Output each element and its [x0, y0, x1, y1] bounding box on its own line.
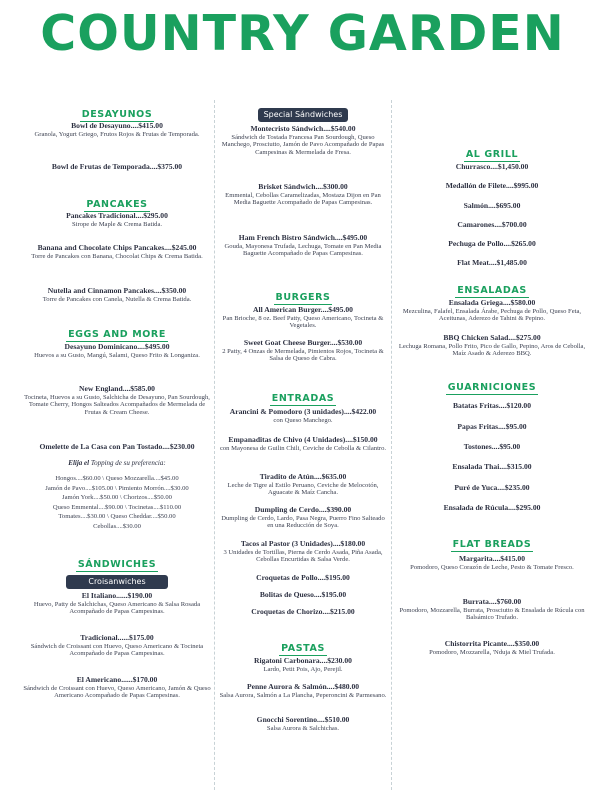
menu-item [218, 573, 388, 583]
section-pastas [218, 638, 388, 656]
menu-item [218, 656, 388, 673]
menu-item [22, 211, 212, 228]
item-description: Granola, Yogurt Griego, Frutos Rojos & Frutas de Temporada. [34, 130, 200, 138]
menu-item [396, 258, 588, 268]
item-name: BBQ Chicken Salad....$275.00 [443, 333, 541, 342]
item-name: Penne Aurora & Salmón....$480.00 [246, 682, 360, 691]
section-header: EGGS AND MORE [68, 329, 166, 340]
section-header: GUARNICIONES [447, 382, 537, 393]
topping-line: Cebollas....$30.00 [93, 522, 141, 530]
section-header: FLAT BREADS [452, 539, 532, 550]
item-description: con Queso Manchego. [273, 416, 333, 424]
item-name: Rigatoni Carbonara....$230.00 [254, 656, 352, 665]
section-header: DESAYUNOS [81, 109, 153, 120]
item-name: Medallón de Filete....$995.00 [445, 181, 539, 190]
menu-item [218, 472, 388, 497]
menu-item [396, 201, 588, 211]
menu-item [22, 162, 212, 172]
section-eggs-and-more [22, 324, 212, 342]
item-description: 2 Patty, 4 Onzas de Mermelada, Pimientos Rojos, Tocineta & Salsa de Queso de Cabra. [222, 347, 384, 363]
item-name: Dumpling de Cerdo....$390.00 [254, 505, 352, 514]
topping-line: Tomates....$30.00 \ Queso Cheddar....$50.00 [58, 513, 176, 521]
menu-item [218, 682, 388, 699]
section-sandwiches [22, 554, 212, 572]
item-name: Brisket Sándwich....$300.00 [258, 182, 348, 191]
menu-item [22, 243, 212, 260]
menu-item [396, 554, 588, 571]
item-description: Huevos a su Gusto, Mangú, Salami, Queso Frito & Longaniza. [34, 351, 200, 359]
section-burgers [218, 287, 388, 305]
item-name: All American Burger....$495.00 [253, 305, 353, 314]
item-name: Camarones....$700.00 [457, 220, 527, 229]
section-desayunos [22, 104, 212, 122]
menu-item [22, 675, 212, 700]
menu-item [396, 503, 588, 513]
menu-item [218, 539, 388, 564]
item-name: Montecristo Sándwich....$540.00 [250, 124, 356, 133]
item-description: Pan Brioche, 8 oz. Beef Patty, Queso Americano, Tocineta & Vegetales. [222, 314, 384, 330]
item-name: Salmón....$695.00 [463, 201, 521, 210]
item-name: Croquetas de Chorizo....$215.00 [251, 607, 355, 616]
section-header: ENSALADAS [457, 285, 527, 296]
section-header: AL GRILL [465, 149, 519, 160]
menu-item [218, 305, 388, 330]
item-name: Croquetas de Pollo....$195.00 [256, 573, 350, 582]
item-name: Arancini & Pomodoro (3 unidades)....$422.00 [229, 407, 377, 416]
subsection-special-sandwiches [218, 104, 388, 122]
menu-item [396, 239, 588, 249]
item-name: Sweet Goat Cheese Burger....$530.00 [243, 338, 363, 347]
item-description: Tocineta, Huevos a su Gusto, Salchicha de Desayuno, Pan Sourdough, Tomate Cherry, Hongos Salteados Acompañados de Mermelada de Frutas & Cream Cheese. [24, 393, 210, 416]
section-al-grill [396, 144, 588, 162]
item-description: Lardo, Petit Pois, Ajo, Perejil. [263, 665, 343, 673]
item-name: Papas Fritas....$95.00 [457, 422, 527, 431]
section-pancakes [22, 194, 212, 212]
item-name: Bolitas de Queso....$195.00 [259, 590, 347, 599]
topping-list [22, 474, 212, 532]
item-description: con Mayonesa de Guilin Chili, Ceviche de Cebolla & Cilantro. [219, 444, 387, 452]
item-description: Torre de Pancakes con Banana, Chocolat Chips & Crema Batida. [31, 252, 203, 260]
menu-item [396, 298, 588, 323]
section-flat-breads [396, 534, 588, 552]
subsection-croisanwiches [22, 571, 212, 589]
item-description: 3 Unidades de Tortillas, Pierna de Cerdo Asada, Piña Asada, Cebollas Encurtidas & Salsa Verde. [223, 548, 383, 564]
item-description: Sándwich de Croissant con Huevo, Queso Americano, Jamón & Queso Americano Acompañado de Papas Campesinas. [23, 684, 211, 700]
topping-line: Hongos....$60.00 \ Queso Mozzarella....$45.00 [55, 475, 179, 482]
item-description: Pomodoro, Queso Corazón de Leche, Pesto & Tomate Fresco. [410, 563, 574, 571]
item-name: Tostones....$95.00 [463, 442, 521, 451]
menu-item [396, 462, 588, 472]
menu-item [22, 342, 212, 359]
item-name: Ham French Bistro Sándwich....$495.00 [238, 233, 368, 242]
item-name: Batatas Fritas....$120.00 [452, 401, 532, 410]
item-name: Ensalada Griega....$580.00 [448, 298, 536, 307]
subsection-header: Special Sándwiches [258, 108, 349, 122]
menu-item [396, 162, 588, 172]
item-name: El Italiano......$190.00 [81, 591, 153, 600]
item-name: Puré de Yuca....$235.00 [454, 483, 530, 492]
menu-item [396, 181, 588, 191]
item-name: Ensalada de Rúcula....$295.00 [443, 503, 541, 512]
menu-item [218, 124, 388, 156]
item-name: Banana and Chocolate Chips Pancakes....$245.00 [37, 243, 197, 252]
item-name: Empanaditas de Chivo (4 Unidades)....$150.00 [228, 435, 378, 444]
item-description: Gouda, Mayonesa Trufada, Lechuga, Tomate en Pan Media Baguette Acompañado de Papas Campesinas. [224, 242, 382, 258]
item-description: Emmental, Cebollas Caramelizadas, Mostaza Dijon en Pan Media Baguette Acompañado de Papas Campesinas. [225, 191, 381, 207]
menu-item [22, 442, 212, 452]
section-header: BURGERS [275, 292, 331, 303]
item-name: El Americano......$170.00 [76, 675, 158, 684]
menu-item [396, 639, 588, 656]
section-guarniciones [396, 377, 588, 395]
item-description: Sándwich de Croissant con Huevo, Queso Americano & Tocineta Acompañado de Papas Campesinas. [30, 642, 204, 658]
menu-item [22, 384, 212, 416]
item-name: Ensalada Thai....$315.00 [452, 462, 532, 471]
item-name: Tacos al Pastor (3 Unidades)....$180.00 [240, 539, 366, 548]
item-description: Pomodoro, Mozzarella, Burrata, Prosciutto & Ensalada de Rúcula con Balsámico Trufado. [399, 606, 585, 622]
item-name: New England....$585.00 [79, 384, 155, 393]
item-name: Bowl de Desayuno....$415.00 [71, 121, 163, 130]
section-header: SÁNDWICHES [77, 559, 157, 570]
item-description: Pomodoro, Mozzarella, 'Nduja & Miel Trufada. [429, 648, 555, 656]
item-description: Sándwich de Tostada Francesa Pan Sourdough, Queso Manchego, Prosciutto, Jamón de Pavo Acompañado de Papas Campesinas & Mermelada de Fresa. [221, 133, 385, 156]
subsection-header: Croisanwiches [66, 575, 167, 589]
menu-item [22, 591, 212, 616]
menu-item [396, 333, 588, 358]
menu-item [218, 233, 388, 258]
item-name: Tiradito de Atún....$635.00 [259, 472, 347, 481]
section-header: PASTAS [281, 643, 325, 654]
item-description: Lechuga Romana, Pollo Frito, Pico de Gallo, Pepino, Aros de Cebolla, Maíz Asado & Aderezo BBQ. [398, 342, 586, 358]
item-description: Mezculina, Falafel, Ensalada Árabe, Pechuga de Pollo, Queso Feta, Aceitunas, Aderezo de Tahini & Pepino. [402, 307, 582, 323]
menu-item [218, 505, 388, 530]
topping-line: Jamón York....$50.00 \ Chorizos....$50.00 [62, 494, 172, 502]
menu-item [218, 607, 388, 617]
item-description: Huevo, Patty de Salchichas, Queso Americano & Salsa Rosada Acompañado de Papas Campesinas. [33, 600, 201, 616]
section-ensaladas [396, 280, 588, 298]
topping-line: Jamón de Pavo....$105.00 \ Pimiento Morrón....$30.00 [45, 484, 189, 492]
item-description: Dumpling de Cerdo, Lardo, Pasa Negra, Puerro Fino Salteado en una Reducción de Soya. [221, 514, 385, 530]
menu-item [218, 182, 388, 207]
topping-note-text: Topping de su preferencia: [89, 459, 166, 467]
topping-note [22, 459, 212, 468]
menu-item [218, 715, 388, 732]
topping-note-bold: Elija el [68, 459, 90, 467]
section-header: PANCAKES [86, 199, 148, 210]
item-description: Leche de Tigre al Estilo Peruano, Ceviche de Melocotón, Aguacate & Maíz Cancha. [227, 481, 379, 497]
item-name: Bowl de Frutas de Temporada....$375.00 [51, 162, 183, 171]
item-name: Omelette de La Casa con Pan Tostado....$230.00 [39, 442, 195, 451]
column-divider [391, 100, 392, 790]
item-name: Desayuno Dominicano....$495.00 [64, 342, 170, 351]
item-description: Torre de Pancakes con Canela, Nutella & Crema Batida. [42, 295, 192, 303]
menu-item [396, 483, 588, 493]
column-divider [214, 100, 215, 790]
menu-item [396, 442, 588, 452]
menu-item [396, 220, 588, 230]
item-description: Sirope de Maple & Crema Batida. [71, 220, 163, 228]
menu-item [218, 435, 388, 452]
item-name: Churrasco....$1,450.00 [455, 162, 529, 171]
item-name: Burrata....$760.00 [462, 597, 522, 606]
menu-item [218, 590, 388, 600]
menu-item [22, 633, 212, 658]
item-description: Salsa Aurora & Salchichas. [266, 724, 340, 732]
menu-item [218, 407, 388, 424]
item-name: Nutella and Cinnamon Pancakes....$350.00 [47, 286, 187, 295]
item-name: Flat Meat....$1,485.00 [457, 258, 527, 267]
topping-line: Queso Emmental....$90.00 \ Tocinetas....$110.00 [52, 503, 182, 511]
section-entradas [218, 388, 388, 406]
item-name: Tradicional......$175.00 [80, 633, 154, 642]
page-title: COUNTRY GARDEN [40, 5, 565, 62]
menu-item [22, 286, 212, 303]
item-name: Pancakes Tradicional....$295.00 [66, 211, 168, 220]
item-name: Gnocchi Sorentino....$510.00 [256, 715, 350, 724]
menu-item [396, 597, 588, 622]
item-name: Pechuga de Pollo....$265.00 [448, 239, 536, 248]
item-description: Salsa Aurora, Salmón a La Plancha, Peperoncini & Parmesano. [219, 691, 387, 699]
menu-item [396, 401, 588, 411]
menu-item [218, 338, 388, 363]
menu-item [22, 121, 212, 138]
item-name: Margarita....$415.00 [458, 554, 525, 563]
item-name: Chistorrita Picante....$350.00 [444, 639, 540, 648]
section-header: ENTRADAS [271, 393, 335, 404]
menu-item [396, 422, 588, 432]
